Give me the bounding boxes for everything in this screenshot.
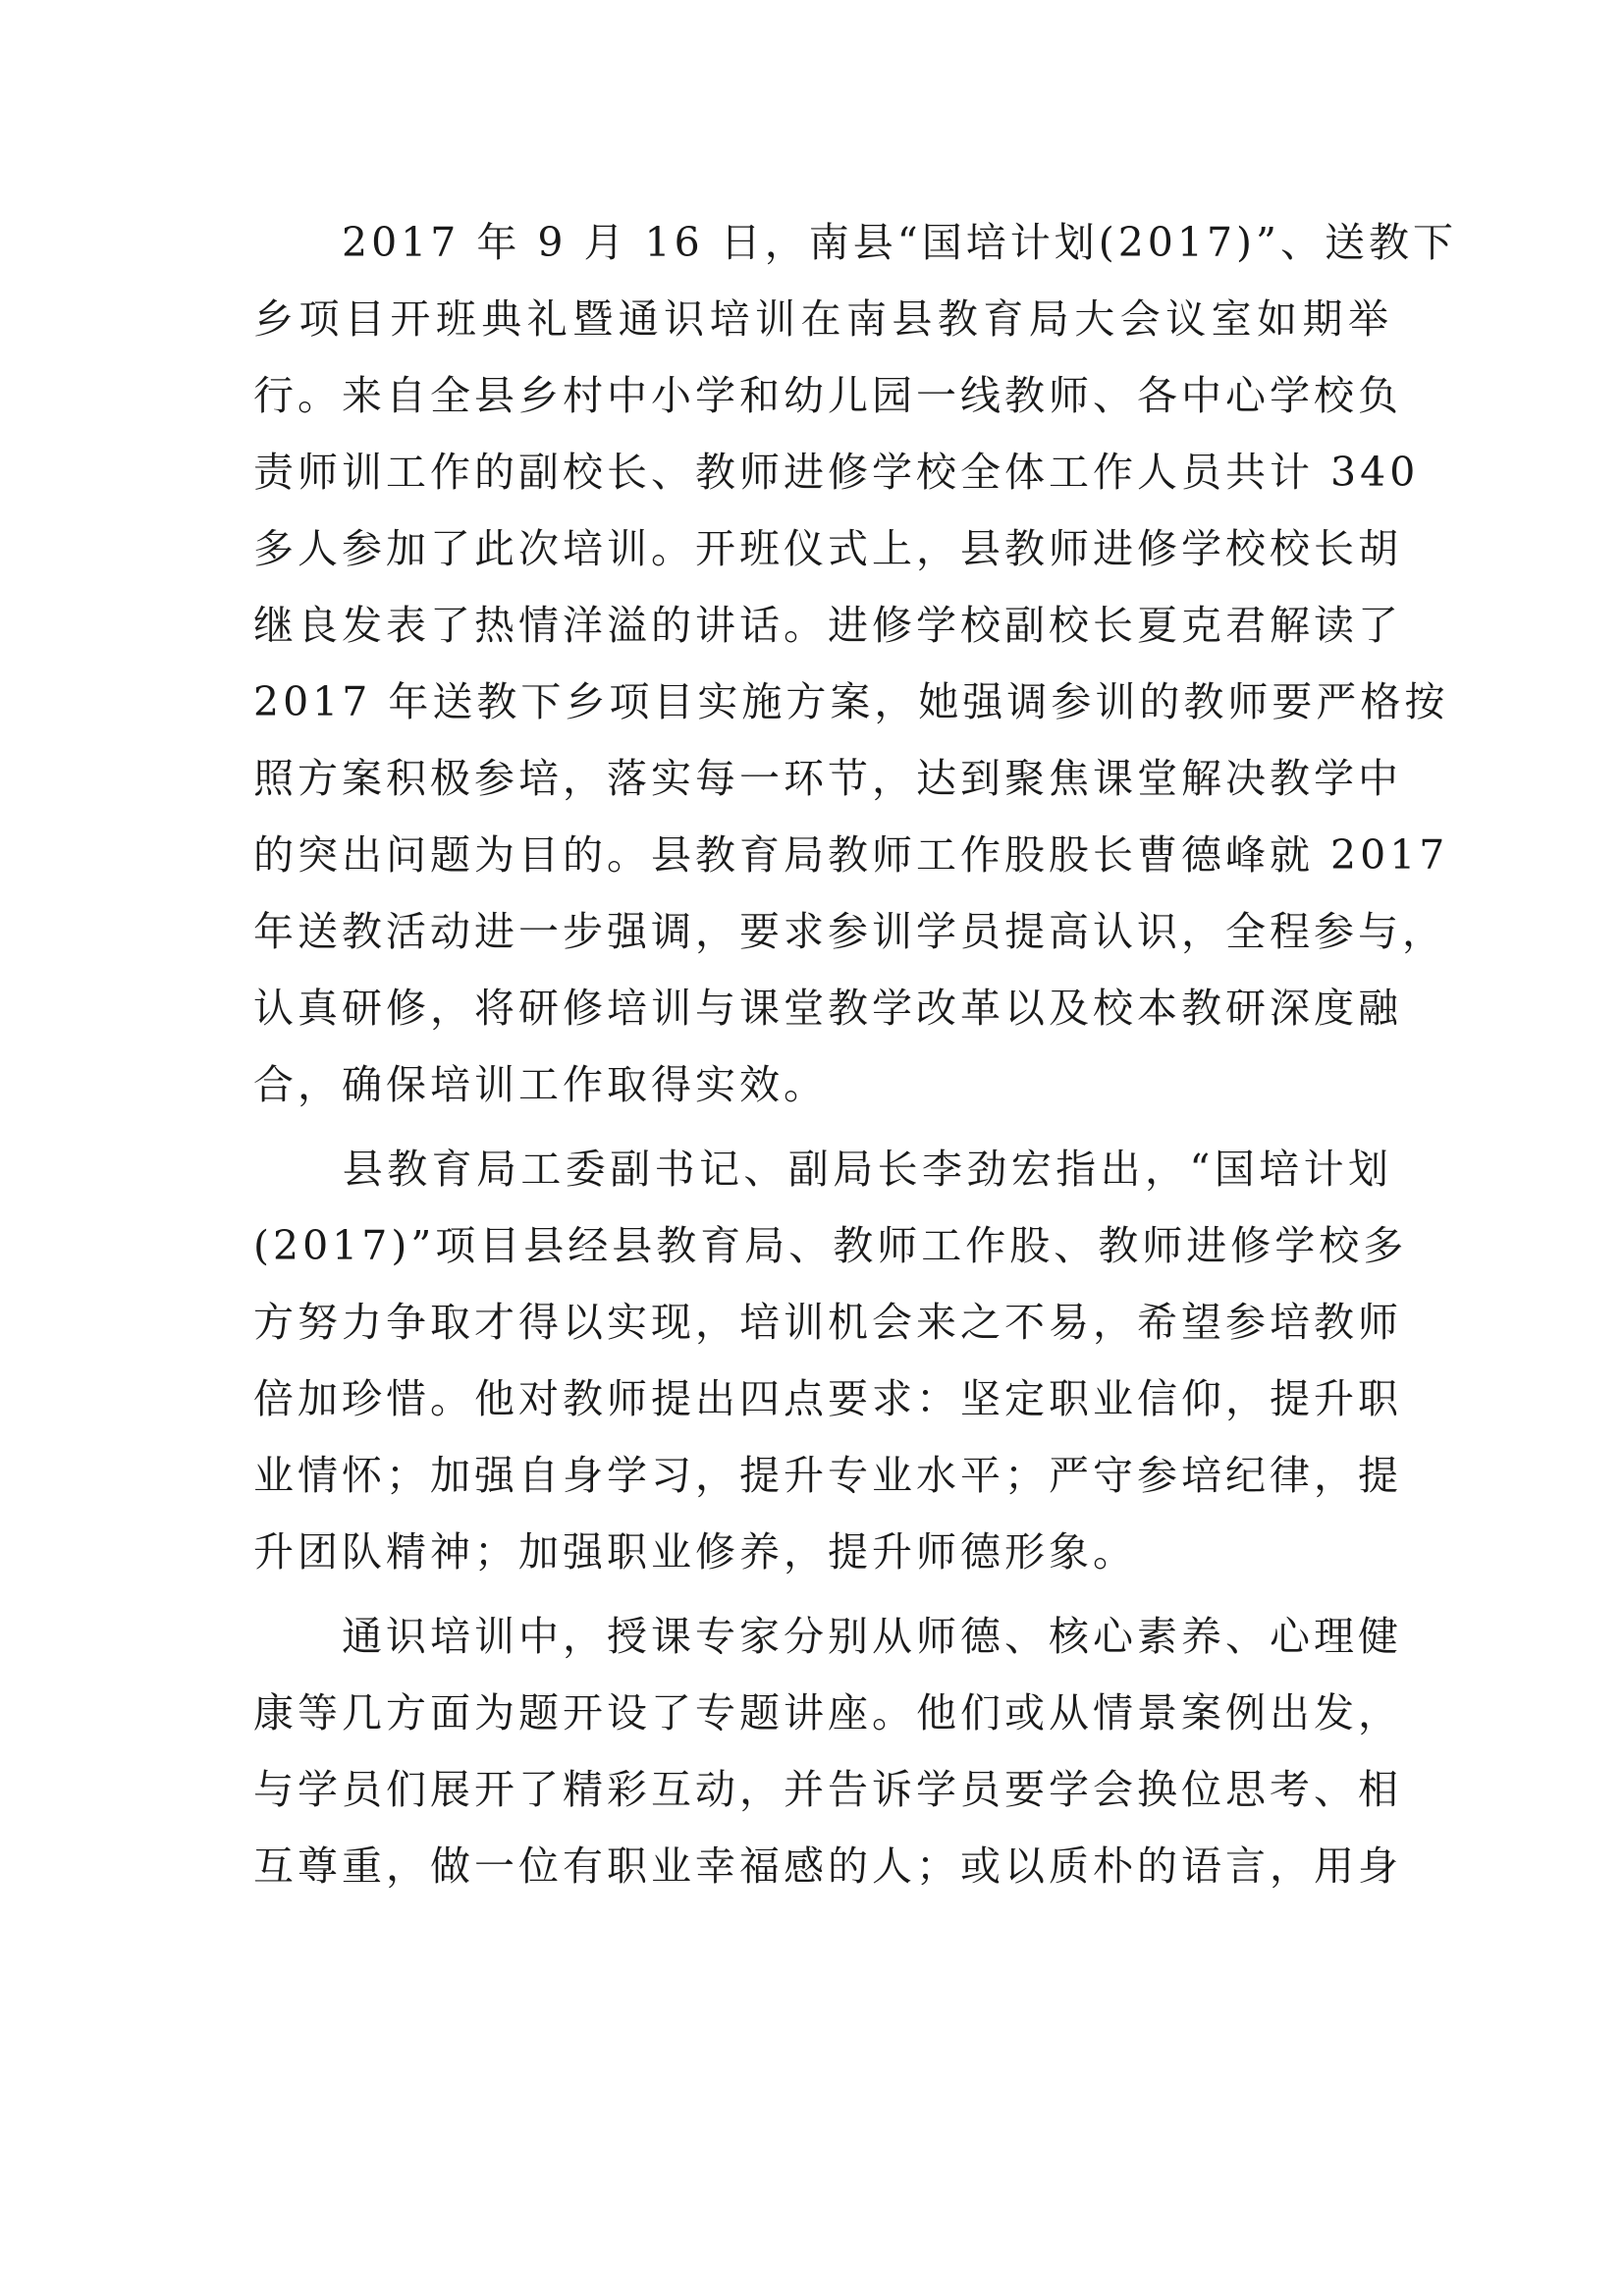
text-line: 2017 年 9 月 16 日，南县“国培计划(2017)”、送教下	[253, 219, 1458, 266]
paragraph-general-training	[253, 1598, 1402, 1904]
paragraph-spacer	[253, 1590, 1392, 1598]
text-line: (2017)”项目县经县教育局、教师工作股、教师进修学校多	[253, 1222, 1408, 1269]
text-line: 责师训工作的副校长、教师进修学校全体工作人员共计 340	[253, 449, 1420, 496]
text-line: 乡项目开班典礼暨通识培训在南县教育局大会议室如期举	[253, 295, 1392, 343]
text-line: 康等几方面为题开设了专题讲座。他们或从情景案例出发，	[253, 1689, 1402, 1736]
text-line: 认真研修，将研修培训与课堂教学改革以及校本教研深度融	[253, 985, 1402, 1032]
text-line: 与学员们展开了精彩互动，并告诉学员要学会换位思考、相	[253, 1766, 1402, 1813]
text-line: 2017 年送教下乡项目实施方案，她强调参训的教师要严格按	[253, 678, 1449, 725]
text-line: 继良发表了热情洋溢的讲话。进修学校副校长夏克君解读了	[253, 602, 1402, 649]
text-line: 倍加珍惜。他对教师提出四点要求：坚定职业信仰，提升职	[253, 1375, 1402, 1422]
text-line: 方努力争取才得以实现，培训机会来之不易，希望参培教师	[253, 1299, 1402, 1346]
text-line: 的突出问题为目的。县教育局教师工作股股长曹德峰就 2017	[253, 831, 1449, 879]
text-line: 互尊重，做一位有职业幸福感的人；或以质朴的语言，用身	[253, 1842, 1402, 1890]
document-body	[253, 204, 1458, 1904]
paragraph-opening-ceremony	[253, 204, 1458, 1123]
text-line: 行。来自全县乡村中小学和幼儿园一线教师、各中心学校负	[253, 372, 1402, 419]
text-line: 年送教活动进一步强调，要求参训学员提高认识，全程参与，	[253, 908, 1446, 955]
text-line: 照方案积极参培，落实每一环节，达到聚焦课堂解决教学中	[253, 755, 1402, 802]
paragraph-spacer	[253, 1123, 1392, 1131]
text-line: 合，确保培训工作取得实效。	[253, 1061, 828, 1108]
paragraph-leader-speech	[253, 1131, 1408, 1590]
text-line: 多人参加了此次培训。开班仪式上，县教师进修学校校长胡	[253, 525, 1402, 572]
text-line: 通识培训中，授课专家分别从师德、核心素养、心理健	[253, 1613, 1402, 1660]
text-line: 业情怀；加强自身学习，提升专业水平；严守参培纪律，提	[253, 1452, 1402, 1499]
text-line: 升团队精神；加强职业修养，提升师德形象。	[253, 1528, 1137, 1575]
text-line: 县教育局工委副书记、副局长李劲宏指出，“国培计划	[253, 1146, 1392, 1193]
